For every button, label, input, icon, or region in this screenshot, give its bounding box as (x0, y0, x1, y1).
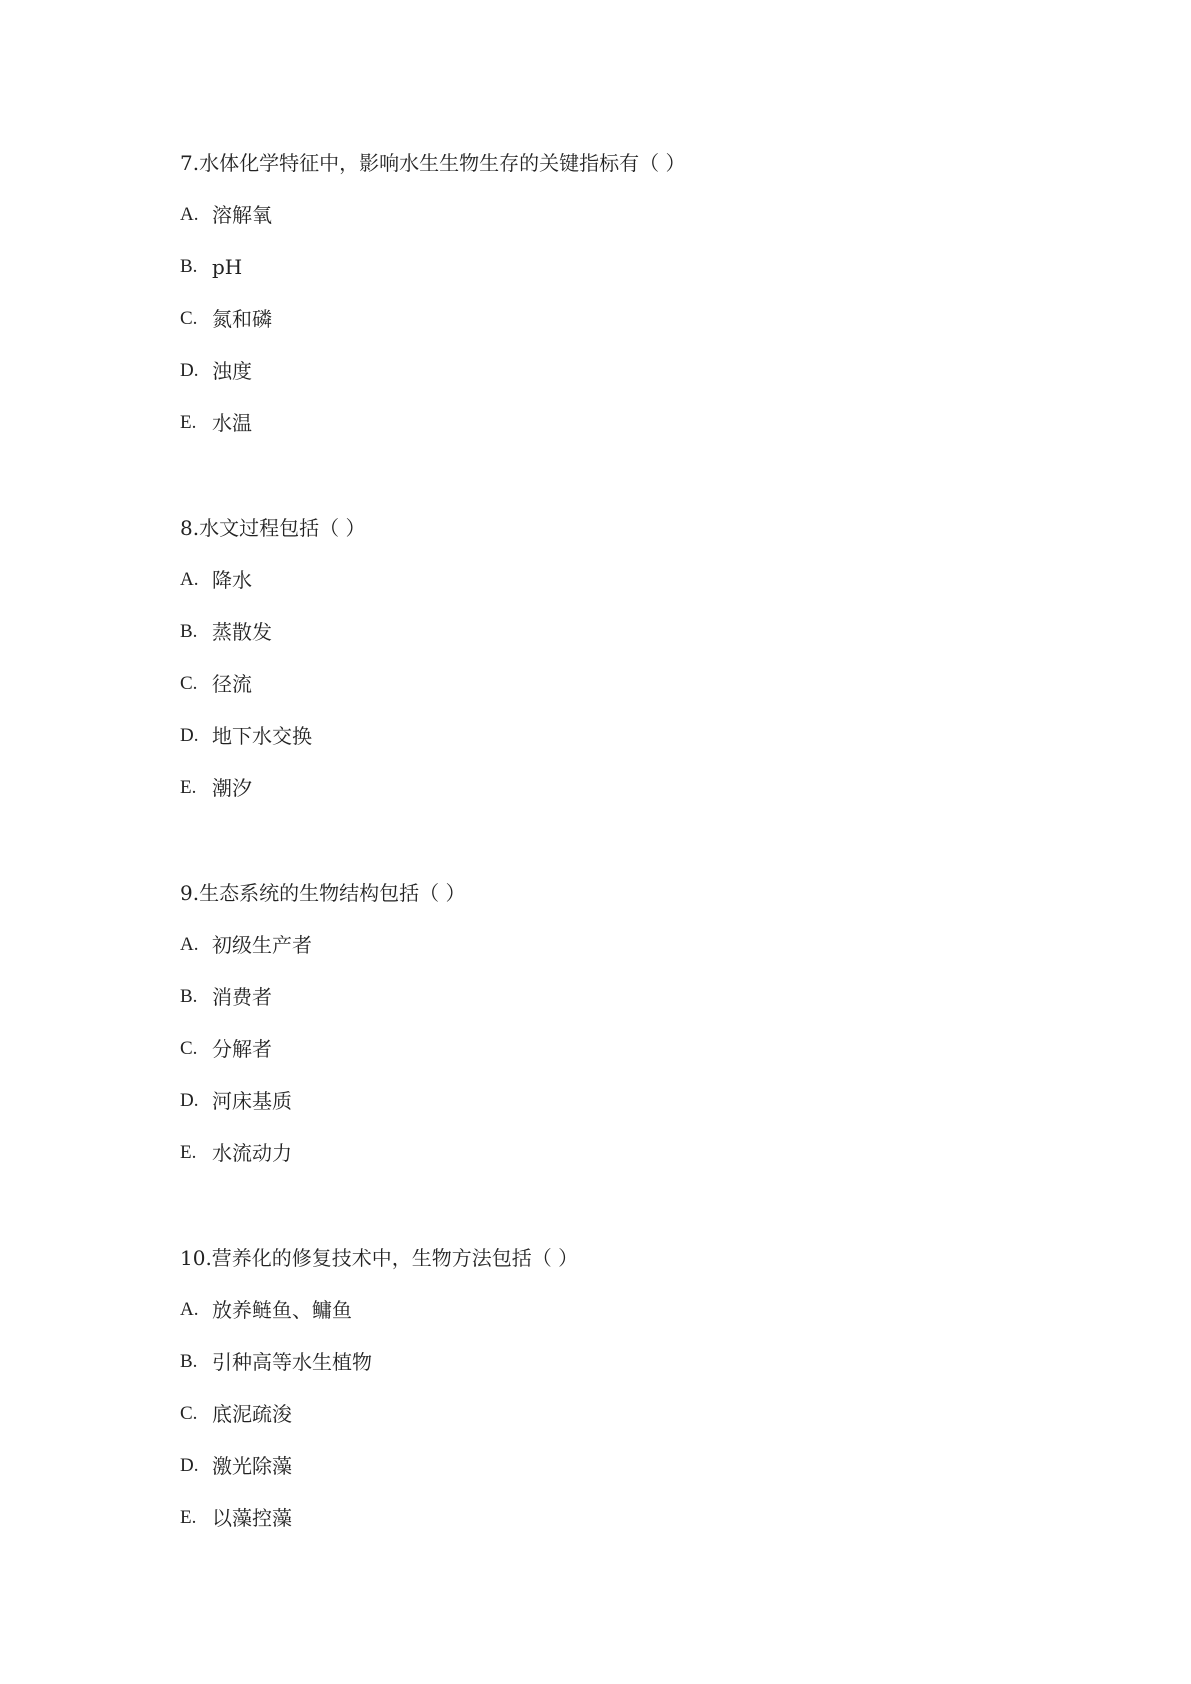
question-stem: 10.营养化的修复技术中，生物方法包括（ ） (180, 1246, 579, 1270)
option-letter: B. (180, 1351, 198, 1372)
option-d (180, 721, 1080, 751)
option-a (180, 1295, 1080, 1325)
option-text: 降水 (212, 568, 252, 592)
option-e (180, 1138, 1080, 1168)
option-letter: D. (180, 725, 199, 746)
option-letter: B. (180, 986, 198, 1007)
option-e (180, 1503, 1080, 1533)
option-text: 初级生产者 (212, 933, 312, 957)
option-text: 地下水交换 (212, 724, 312, 748)
question-stem: 9.生态系统的生物结构包括（ ） (180, 881, 466, 905)
option-letter: A. (180, 934, 199, 955)
option-text: 蒸散发 (212, 620, 272, 644)
option-text: 浊度 (212, 359, 252, 383)
option-letter: D. (180, 360, 199, 381)
option-a (180, 565, 1080, 595)
option-b (180, 252, 1080, 282)
question-8 (180, 513, 1080, 825)
option-text: 分解者 (212, 1037, 272, 1061)
option-c (180, 1034, 1080, 1064)
option-text: 引种高等水生植物 (212, 1350, 372, 1374)
option-b (180, 1347, 1080, 1377)
question-stem: 7.水体化学特征中，影响水生生物生存的关键指标有（ ） (180, 151, 686, 175)
option-text: 河床基质 (212, 1089, 292, 1113)
option-letter: C. (180, 1038, 198, 1059)
option-d (180, 1086, 1080, 1116)
option-letter: C. (180, 1403, 198, 1424)
option-a (180, 200, 1080, 230)
option-letter: D. (180, 1455, 199, 1476)
option-a (180, 930, 1080, 960)
option-text: 潮汐 (212, 776, 252, 800)
question-9 (180, 878, 1080, 1190)
option-letter: A. (180, 569, 199, 590)
option-text: 水流动力 (212, 1141, 292, 1165)
option-text: 消费者 (212, 985, 272, 1009)
option-c (180, 1399, 1080, 1429)
option-letter: A. (180, 1299, 199, 1320)
option-e (180, 408, 1080, 438)
question-stem: 8.水文过程包括（ ） (180, 516, 366, 540)
option-text: 溶解氧 (212, 203, 272, 227)
option-b (180, 982, 1080, 1012)
option-text: pH (212, 255, 243, 279)
option-text: 水温 (212, 411, 252, 435)
option-e (180, 773, 1080, 803)
option-letter: A. (180, 204, 199, 225)
option-b (180, 617, 1080, 647)
option-c (180, 669, 1080, 699)
option-letter: B. (180, 256, 198, 277)
option-text: 放养鲢鱼、鳙鱼 (212, 1298, 352, 1322)
option-letter: E. (180, 412, 197, 433)
option-letter: C. (180, 673, 198, 694)
option-text: 以藻控藻 (212, 1506, 292, 1530)
option-letter: E. (180, 777, 197, 798)
option-text: 径流 (212, 672, 252, 696)
option-text: 底泥疏浚 (212, 1402, 292, 1426)
option-letter: B. (180, 621, 198, 642)
option-text: 氮和磷 (212, 307, 272, 331)
option-c (180, 304, 1080, 334)
question-10 (180, 1243, 1080, 1555)
option-d (180, 356, 1080, 386)
option-letter: E. (180, 1507, 197, 1528)
option-letter: D. (180, 1090, 199, 1111)
option-letter: E. (180, 1142, 197, 1163)
option-text: 激光除藻 (212, 1454, 292, 1478)
question-7 (180, 148, 1080, 460)
option-letter: C. (180, 308, 198, 329)
option-d (180, 1451, 1080, 1481)
